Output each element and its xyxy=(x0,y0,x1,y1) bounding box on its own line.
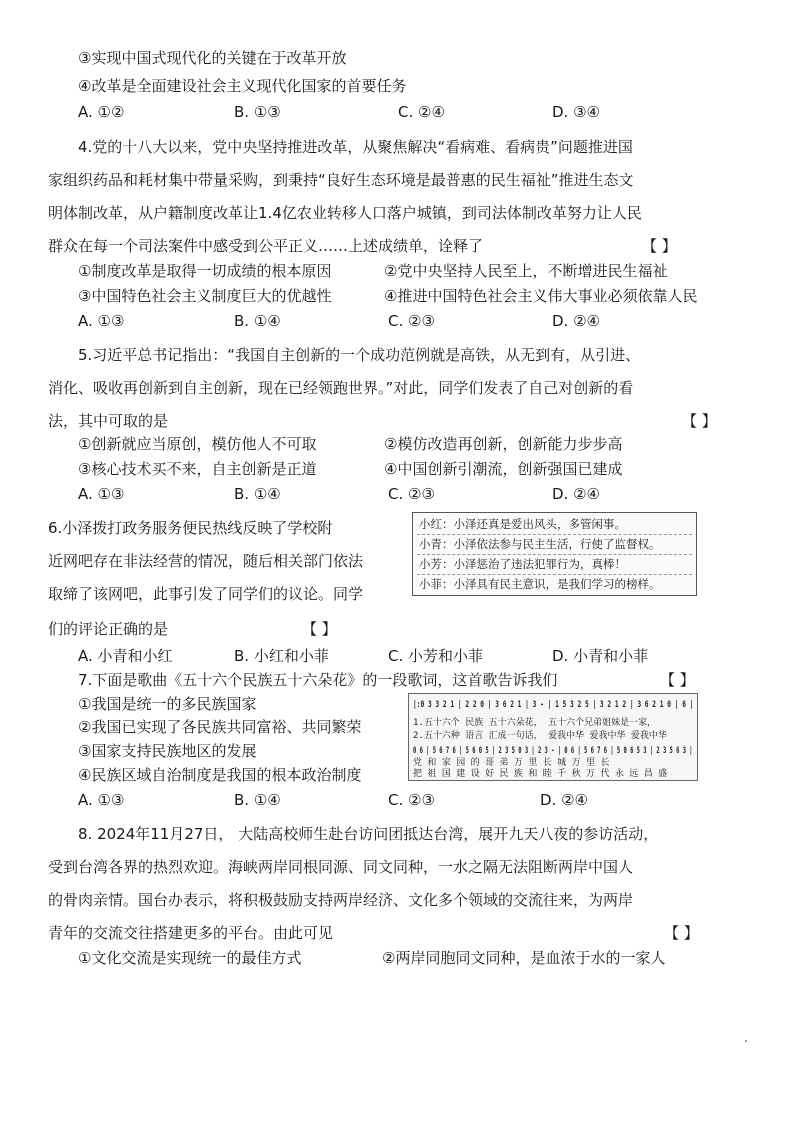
q8-item-1: ①文化交流是实现统一的最佳方式 xyxy=(78,949,302,967)
q4-stem-line-3: 明体制改革，从户籍制度改革让1.4亿农业转移人口落户城镇，到司法体制改革努力让人民 xyxy=(48,204,642,222)
q8-item-2: ②两岸同胞同文同种，是血浓于水的一家人 xyxy=(382,949,666,967)
q6-comment-xiaoqing: 小青：小泽依法参与民主生活，行使了监督权。 xyxy=(419,537,661,551)
q6-comment-xiaohong: 小红：小泽还真是爱出风头，多管闲事。 xyxy=(419,517,626,531)
score-lyrics-row-4: 把 祖 国 建 设 好 民 族 和 睦 千 秋 万 代 永 远 昌 盛 xyxy=(413,769,668,779)
q5-answer-bracket: 【 】 xyxy=(682,412,717,430)
q4-item-2: ②党中央坚持人民至上，不断增进民生福祉 xyxy=(384,262,668,280)
q4-stem-line-2: 家组织药品和耗材集中带量采购，到秉持“良好生态环境是最普惠的民生福祉”推进生态文 xyxy=(48,171,634,189)
q7-option-b: B. ①④ xyxy=(234,791,281,809)
q4-option-d: D. ②④ xyxy=(552,312,600,330)
q5-option-a: A. ①③ xyxy=(78,485,125,503)
q7-item-2: ②我国已实现了各民族共同富裕、共同繁荣 xyxy=(78,718,362,736)
q5-option-c: C. ②③ xyxy=(388,485,435,503)
score-notes-row-1: |:0 3 3 2 1 | 2 2 0 | 3 6 2 1 | 3 - | 1 5 3 2 5 | 3 2 1 2 | 3 6 2 1 0 | 6 | xyxy=(413,700,694,710)
q8-stem-line-4: 青年的交流交往搭建更多的平台。由此可见 xyxy=(48,924,334,942)
q7-song-score-image xyxy=(408,693,698,781)
q6-option-b: B. 小红和小菲 xyxy=(234,647,329,665)
q6-answer-bracket: 【 】 xyxy=(302,620,337,638)
q7-option-c: C. ②③ xyxy=(388,791,435,809)
q5-stem-line-3: 法，其中可取的是 xyxy=(48,412,169,430)
q6-stem-line-2: 近网吧存在非法经营的情况，随后相关部门依法 xyxy=(48,552,364,570)
q4-option-c: C. ②③ xyxy=(388,312,435,330)
divider xyxy=(417,554,692,555)
q5-item-1: ①创新就应当原创，模仿他人不可取 xyxy=(78,435,317,453)
q6-option-c: C. 小芳和小菲 xyxy=(388,647,484,665)
q4-answer-bracket: 【 】 xyxy=(642,237,677,255)
q3-option-c: C. ②④ xyxy=(398,103,445,121)
divider xyxy=(417,534,692,535)
q8-answer-bracket: 【 】 xyxy=(664,924,699,942)
q6-comment-xiaofei: 小菲：小泽具有民主意识，是我们学习的榜样。 xyxy=(419,577,661,591)
q6-stem-line-3: 取缔了该网吧，此事引发了同学们的议论。同学 xyxy=(48,585,364,603)
q8-stem-line-1: 8. 2024年11月27日， 大陆高校师生赴台访问团抵达台湾，展开九天八夜的参访活动， xyxy=(78,825,659,843)
q5-item-2: ②模仿改造再创新，创新能力步步高 xyxy=(384,435,623,453)
q3-option-a: A. ①② xyxy=(78,103,125,121)
q5-item-3: ③核心技术买不来，自主创新是正道 xyxy=(78,460,317,478)
q4-item-1: ①制度改革是取得一切成绩的根本原因 xyxy=(78,262,332,280)
q7-stem: 7.下面是歌曲《五十六个民族五十六朵花》的一段歌词，这首歌告诉我们 xyxy=(78,671,558,689)
q7-item-4: ④民族区域自治制度是我国的根本政治制度 xyxy=(78,766,362,784)
q8-stem-line-2: 受到台湾各界的热烈欢迎。海峡两岸同根同源、同文同种，一水之隔无法阻断两岸中国人 xyxy=(48,858,634,876)
q4-item-3: ③中国特色社会主义制度巨大的优越性 xyxy=(78,287,332,305)
q4-stem-line-1: 4.党的十八大以来，党中央坚持推进改革，从聚焦解决“看病难、看病贵”问题推进国 xyxy=(78,138,633,156)
score-lyrics-row-2: 2.五十六种 语言 汇成一句话， 爱我中华 爱我中华 爱我中华 xyxy=(413,731,667,741)
q7-answer-bracket: 【 】 xyxy=(660,671,695,689)
q3-item-4: ④改革是全面建设社会主义现代化国家的首要任务 xyxy=(78,77,407,95)
q8-stem-line-3: 的骨肉亲情。国台办表示，将积极鼓励支持两岸经济、文化多个领域的交流往来，为两岸 xyxy=(48,891,634,909)
q6-stem-line-4: 们的评论正确的是 xyxy=(48,620,169,638)
score-lyrics-row-1: 1.五十六个 民族 五十六朵花， 五十六个兄弟姐妹是一家， xyxy=(413,718,657,728)
q5-item-4: ④中国创新引潮流，创新强国已建成 xyxy=(384,460,623,478)
q5-stem-line-2: 消化、吸收再创新到自主创新，现在已经领跑世界。”对此，同学们发表了自己对创新的看 xyxy=(48,379,634,397)
q4-option-b: B. ①④ xyxy=(234,312,281,330)
score-notes-row-2: 0 6 | 5 6 7 6 | 5 6 0 5 | 2 3 5 0 3 | 2 3 - | 0 6 | 5 6 7 6 | 5 0 6 5 3 | 2 3 5 6 3 | xyxy=(413,746,693,756)
q3-item-3: ③实现中国式现代化的关键在于改革开放 xyxy=(78,49,347,67)
q7-item-1: ①我国是统一的多民族国家 xyxy=(78,695,257,713)
q7-item-3: ③国家支持民族地区的发展 xyxy=(78,742,257,760)
q4-option-a: A. ①③ xyxy=(78,312,125,330)
scan-dot xyxy=(745,1040,747,1042)
q5-stem-line-1: 5.习近平总书记指出：“我国自主创新的一个成功范例就是高铁，从无到有，从引进、 xyxy=(78,346,641,364)
q5-option-d: D. ②④ xyxy=(552,485,600,503)
q6-comment-xiaofang: 小芳：小泽惩治了违法犯罪行为，真棒！ xyxy=(419,557,626,571)
divider xyxy=(417,574,692,575)
q7-option-a: A. ①③ xyxy=(78,791,125,809)
score-lyrics-row-3: 党 和 家 园 的 哥 弟 万 里 长 城 万 里 长 xyxy=(413,758,610,768)
q4-stem-line-4: 群众在每一个司法案件中感受到公平正义……上述成绩单，诠释了 xyxy=(48,237,484,255)
q6-option-d: D. 小青和小菲 xyxy=(552,647,649,665)
q7-option-d: D. ②④ xyxy=(540,791,588,809)
q6-option-a: A. 小青和小红 xyxy=(78,647,173,665)
q6-stem-line-1: 6.小泽拨打政务服务便民热线反映了学校附 xyxy=(48,519,333,537)
q3-option-b: B. ①③ xyxy=(234,103,281,121)
q3-option-d: D. ③④ xyxy=(552,103,600,121)
q5-option-b: B. ①④ xyxy=(234,485,281,503)
q4-item-4: ④推进中国特色社会主义伟大事业必须依靠人民 xyxy=(384,287,698,305)
q6-comments-box xyxy=(412,512,697,596)
